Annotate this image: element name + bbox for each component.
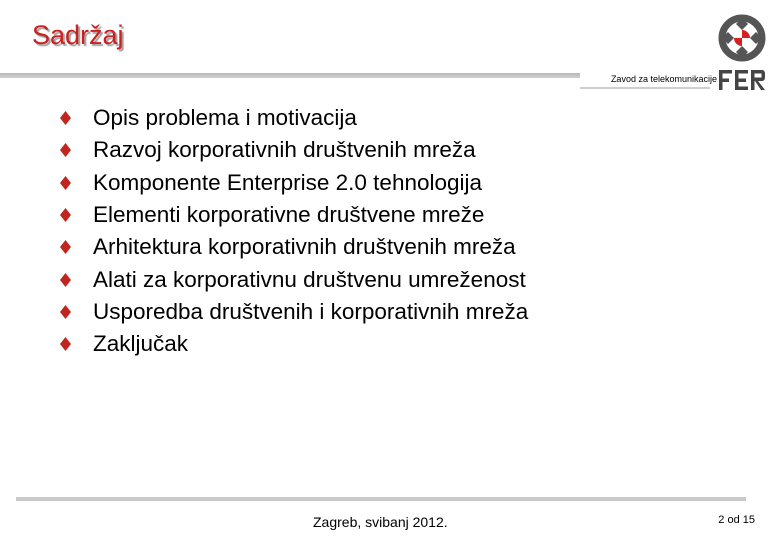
toc-item-label: Opis problema i motivacija xyxy=(93,105,357,131)
footer-date: Zagreb, svibanj 2012. xyxy=(313,514,448,530)
header-divider-thin xyxy=(580,87,710,89)
header-divider xyxy=(0,73,580,78)
slide-title: Sadržaj xyxy=(32,20,124,50)
diamond-bullet-icon xyxy=(60,305,71,319)
footer-divider xyxy=(16,497,746,501)
toc-item-label: Elementi korporativne društvene mreže xyxy=(93,202,485,228)
fer-logo-icon xyxy=(718,68,766,92)
diamond-bullet-icon xyxy=(60,176,71,190)
page-number: 2 od 15 xyxy=(718,514,755,526)
diamond-bullet-icon xyxy=(60,240,71,254)
toc-item xyxy=(60,231,528,263)
diamond-bullet-icon xyxy=(60,143,71,157)
toc-item xyxy=(60,199,528,231)
toc-item xyxy=(60,167,528,199)
toc-item-label: Arhitektura korporativnih društvenih mreža xyxy=(93,234,516,260)
fer-emblem-icon xyxy=(718,14,766,62)
toc-item xyxy=(60,263,528,295)
toc-item-label: Komponente Enterprise 2.0 tehnologija xyxy=(93,169,483,195)
diamond-bullet-icon xyxy=(60,337,71,351)
table-of-contents xyxy=(60,102,528,360)
institute-label: Zavod za telekomunikacije xyxy=(610,74,717,84)
toc-item-label: Razvoj korporativnih društvenih mreža xyxy=(93,137,476,163)
toc-item xyxy=(60,328,528,360)
diamond-bullet-icon xyxy=(60,111,71,125)
toc-item xyxy=(60,296,528,328)
diamond-bullet-icon xyxy=(60,208,71,222)
toc-item xyxy=(60,102,528,134)
toc-item-label: Usporedba društvenih i korporativnih mreža xyxy=(93,298,529,324)
toc-item xyxy=(60,134,528,166)
diamond-bullet-icon xyxy=(60,273,71,287)
toc-item-label: Zaključak xyxy=(93,331,189,357)
toc-item-label: Alati za korporativnu društvenu umreženost xyxy=(93,266,526,292)
